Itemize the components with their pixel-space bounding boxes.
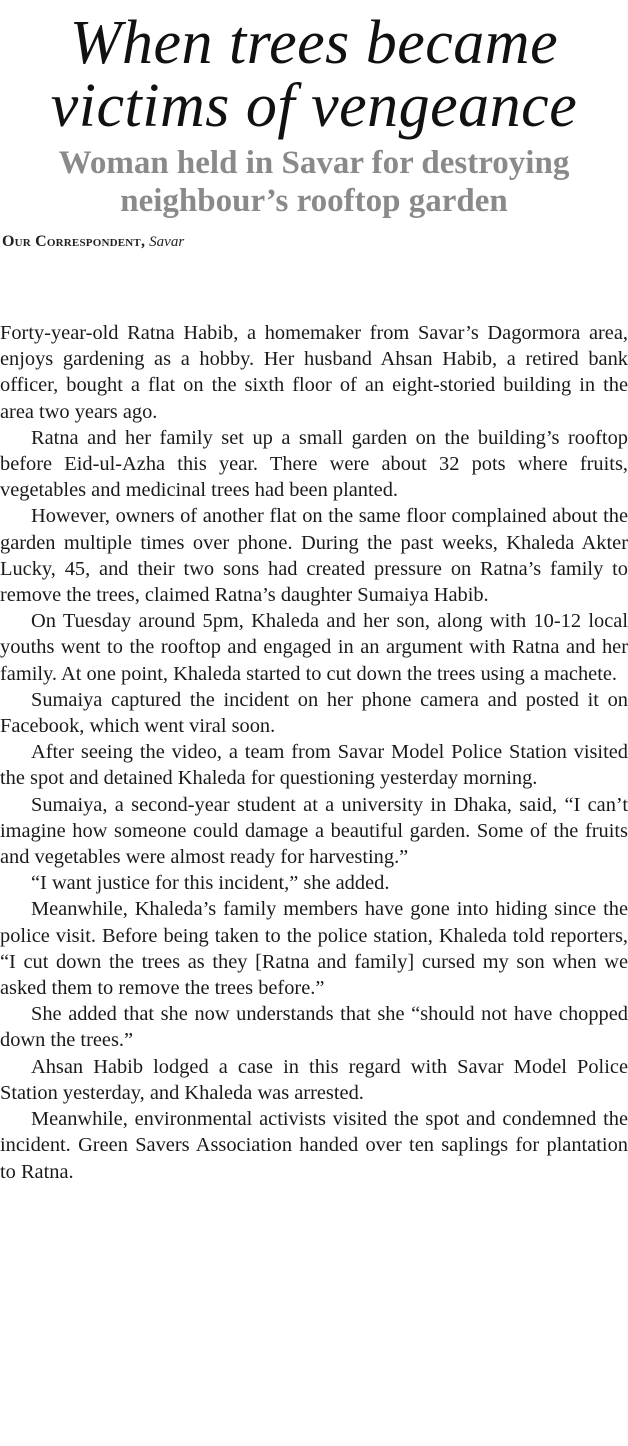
body-paragraph: “I want justice for this incident,” she added.: [31, 872, 390, 895]
body-paragraph: She added that she now understands that she “should not have chopped down the trees.”: [0, 1003, 628, 1052]
body-paragraph: Meanwhile, environmental activists visited the spot and condemned the incident. Green Savers Association handed over ten saplings for plantation to Ratna.: [0, 1108, 628, 1183]
body-paragraph: Sumaiya captured the incident on her phone camera and posted it on Facebook, which went viral soon.: [0, 688, 628, 738]
byline-author: Our Correspondent,: [2, 233, 146, 250]
body-paragraph: On Tuesday around 5pm, Khaleda and her son, along with 10-12 local youths went to the rooftop and engaged in an argument with Ratna and her family. At one point, Khaleda started to cut down the trees using a machete.: [0, 610, 628, 685]
news-article: [0, 0, 628, 252]
byline: [2, 232, 628, 252]
subheadline-line-2: neighbour’s rooftop garden: [120, 183, 508, 219]
body-paragraph: Sumaiya, a second-year student at a university in Dhaka, said, “I can’t imagine how someone could damage a beautiful garden. Some of the fruits and vegetables were almost ready for harvesting.”: [0, 793, 628, 869]
subheadline-line-1: Woman held in Savar for destroying: [58, 145, 570, 181]
body-paragraph: Ratna and her family set up a small garden on the building’s rooftop before Eid-ul-Azha this year. There were about 32 pots where fruits, vegetables and medicinal trees had been planted.: [0, 426, 628, 502]
headline-line-2: victims of vengeance: [50, 72, 578, 140]
body-paragraph: Ahsan Habib lodged a case in this regard with Savar Model Police Station yesterday, and Khaleda was arrested.: [0, 1055, 628, 1104]
subheadline: [0, 144, 628, 220]
headline: [0, 0, 628, 138]
body-paragraph: However, owners of another flat on the same floor complained about the garden multiple times over phone. During the past weeks, Khaleda Akter Lucky, 45, and their two sons had created pressure on Ratna’s family to remove the trees, claimed Ratna’s daughter Sumaiya Habib.: [0, 505, 628, 607]
body-paragraph: After seeing the video, a team from Savar Model Police Station visited the spot and detained Khaleda for questioning yesterday morning.: [0, 741, 628, 790]
body-paragraph: Forty-year-old Ratna Habib, a homemaker from Savar’s Dagormora area, enjoys gardening as a hobby. Her husband Ahsan Habib, a retired bank officer, bought a flat on the sixth floor of an eight-storied building in the area two years ago.: [0, 322, 628, 423]
body-paragraph: Meanwhile, Khaleda’s family members have gone into hiding since the police visit. Before being taken to the police station, Khaleda told reporters, “I cut down the trees as they [Ratna and family] cursed my son when we asked them to remove the trees before.”: [0, 898, 628, 1000]
byline-location: Savar: [149, 234, 185, 250]
headline-line-1: When trees became: [69, 9, 559, 77]
article-body: [0, 320, 628, 1185]
